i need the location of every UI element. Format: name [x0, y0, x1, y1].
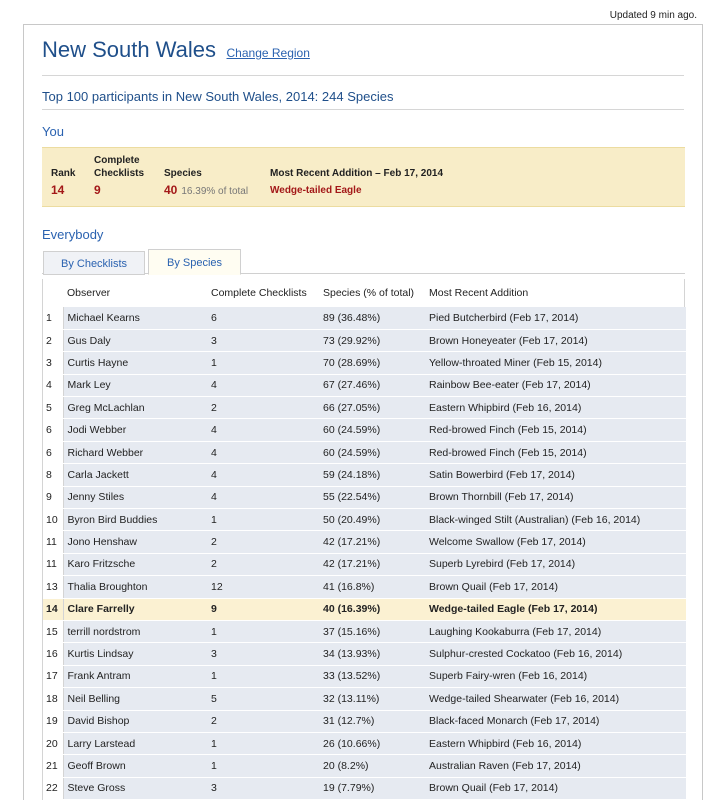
species-cell: 42 (17.21%)	[319, 531, 425, 553]
recent-addition-cell: Sulphur-crested Cockatoo (Feb 16, 2014)	[425, 643, 686, 665]
observer-cell: Gus Daly	[63, 329, 206, 351]
leaderboard-table	[43, 279, 686, 800]
checklists-cell: 4	[206, 486, 319, 508]
observer-cell: Larry Larstead	[63, 732, 206, 754]
recent-addition-cell: Eastern Whipbird (Feb 16, 2014)	[425, 397, 686, 419]
recent-addition-cell: Rainbow Bee-eater (Feb 17, 2014)	[425, 374, 686, 396]
observer-cell: David Bishop	[63, 710, 206, 732]
checklists-cell: 9	[206, 598, 319, 620]
recent-addition-cell: Red-browed Finch (Feb 15, 2014)	[425, 419, 686, 441]
rank-column-header	[43, 279, 63, 307]
table-row	[43, 329, 686, 351]
rank-cell: 21	[43, 755, 63, 777]
observer-cell: terrill nordstrom	[63, 620, 206, 642]
table-row	[43, 553, 686, 575]
table-header-row	[43, 279, 686, 307]
observer-column-header: Observer	[67, 287, 111, 299]
observer-cell: Curtis Hayne	[63, 352, 206, 374]
species-cell: 31 (12.7%)	[319, 710, 425, 732]
recent-addition-cell: Brown Quail (Feb 17, 2014)	[425, 576, 686, 598]
observer-cell: Jodi Webber	[63, 419, 206, 441]
recent-addition-cell: Brown Honeyeater (Feb 17, 2014)	[425, 329, 686, 351]
checklists-cell: 2	[206, 710, 319, 732]
recent-addition-label: Most Recent Addition – Feb 17, 2014	[270, 168, 444, 179]
rank-cell: 6	[43, 441, 63, 463]
rank-cell: 8	[43, 464, 63, 486]
leaderboard-table-container	[42, 279, 685, 800]
rank-cell: 13	[43, 576, 63, 598]
checklists-cell: 6	[206, 307, 319, 329]
table-row	[43, 374, 686, 396]
species-value: 40	[164, 183, 178, 197]
recent-column-header: Most Recent Addition	[429, 287, 529, 299]
checklists-cell: 3	[206, 329, 319, 351]
table-row	[43, 732, 686, 754]
divider	[42, 109, 684, 110]
rank-cell: 14	[43, 598, 63, 620]
rank-cell: 6	[43, 419, 63, 441]
species-cell: 37 (15.16%)	[319, 620, 425, 642]
change-region-link[interactable]: Change Region	[226, 46, 310, 60]
rank-cell: 22	[43, 777, 63, 799]
checklists-cell: 2	[206, 531, 319, 553]
rank-cell: 15	[43, 620, 63, 642]
recent-addition-cell: Australian Raven (Feb 17, 2014)	[425, 755, 686, 777]
table-row	[43, 576, 686, 598]
observer-cell: Greg McLachlan	[63, 397, 206, 419]
observer-cell: Kurtis Lindsay	[63, 643, 206, 665]
recent-addition-cell: Brown Quail (Feb 17, 2014)	[425, 777, 686, 799]
species-cell: 89 (36.48%)	[319, 307, 425, 329]
recent-addition-cell: Superb Lyrebird (Feb 17, 2014)	[425, 553, 686, 575]
observer-cell: Frank Antram	[63, 665, 206, 687]
table-row	[43, 307, 686, 329]
species-percent: 16.39% of total	[181, 186, 249, 197]
table-row	[43, 777, 686, 799]
rank-cell: 4	[43, 374, 63, 396]
recent-addition-cell: Superb Fairy-wren (Feb 16, 2014)	[425, 665, 686, 687]
species-cell: 34 (13.93%)	[319, 643, 425, 665]
recent-addition-cell: Pied Butcherbird (Feb 17, 2014)	[425, 307, 686, 329]
checklists-cell: 3	[206, 643, 319, 665]
table-row	[43, 710, 686, 732]
species-cell: 70 (28.69%)	[319, 352, 425, 374]
rank-cell: 2	[43, 329, 63, 351]
tab-by-checklists[interactable]: By Checklists	[43, 251, 145, 275]
observer-cell: Karo Fritzsche	[63, 553, 206, 575]
leaderboard-subtitle: Top 100 participants in New South Wales, 2014: 244 Species	[42, 89, 394, 104]
rank-cell: 17	[43, 665, 63, 687]
species-cell: 73 (29.92%)	[319, 329, 425, 351]
recent-addition-cell: Welcome Swallow (Feb 17, 2014)	[425, 531, 686, 553]
observer-cell: Steve Gross	[63, 777, 206, 799]
everybody-heading: Everybody	[42, 227, 104, 242]
checklists-cell: 4	[206, 441, 319, 463]
region-stats-panel	[23, 24, 703, 800]
species-column-header: Species (% of total)	[323, 287, 415, 299]
rank-cell: 1	[43, 307, 63, 329]
recent-addition-cell: Yellow-throated Miner (Feb 15, 2014)	[425, 352, 686, 374]
checklists-cell: 2	[206, 553, 319, 575]
table-row	[43, 441, 686, 463]
rank-cell: 20	[43, 732, 63, 754]
species-cell: 33 (13.52%)	[319, 665, 425, 687]
rank-cell: 11	[43, 531, 63, 553]
species-cell: 50 (20.49%)	[319, 509, 425, 531]
rank-label: Rank	[51, 168, 76, 179]
table-row	[43, 397, 686, 419]
observer-cell: Mark Ley	[63, 374, 206, 396]
recent-addition-cell: Laughing Kookaburra (Feb 17, 2014)	[425, 620, 686, 642]
checklists-cell: 5	[206, 688, 319, 710]
table-row	[43, 352, 686, 374]
divider	[42, 75, 684, 76]
observer-cell: Neil Belling	[63, 688, 206, 710]
rank-cell: 9	[43, 486, 63, 508]
rank-cell: 18	[43, 688, 63, 710]
table-row	[43, 598, 686, 620]
checklists-cell: 1	[206, 352, 319, 374]
you-summary-box	[42, 147, 685, 207]
species-cell: 40 (16.39%)	[319, 598, 425, 620]
species-cell: 41 (16.8%)	[319, 576, 425, 598]
observer-cell: Jono Henshaw	[63, 531, 206, 553]
table-row	[43, 531, 686, 553]
checklists-cell: 12	[206, 576, 319, 598]
species-cell: 32 (13.11%)	[319, 688, 425, 710]
observer-cell: Geoff Brown	[63, 755, 206, 777]
observer-cell: Clare Farrelly	[63, 598, 206, 620]
checklists-cell: 2	[206, 397, 319, 419]
checklists-cell: 4	[206, 419, 319, 441]
observer-cell: Carla Jackett	[63, 464, 206, 486]
rank-cell: 3	[43, 352, 63, 374]
checklists-cell: 1	[206, 509, 319, 531]
rank-value: 14	[51, 183, 65, 197]
observer-cell: Jenny Stiles	[63, 486, 206, 508]
you-heading: You	[42, 124, 64, 139]
rank-cell: 5	[43, 397, 63, 419]
species-cell: 20 (8.2%)	[319, 755, 425, 777]
checklists-cell: 4	[206, 374, 319, 396]
checklists-cell: 3	[206, 777, 319, 799]
recent-addition-cell: Brown Thornbill (Feb 17, 2014)	[425, 486, 686, 508]
recent-addition-cell: Wedge-tailed Eagle (Feb 17, 2014)	[425, 598, 686, 620]
table-row	[43, 486, 686, 508]
species-cell: 26 (10.66%)	[319, 732, 425, 754]
rank-cell: 10	[43, 509, 63, 531]
species-cell: 60 (24.59%)	[319, 441, 425, 463]
species-cell: 55 (22.54%)	[319, 486, 425, 508]
table-row	[43, 464, 686, 486]
species-value-wrap	[164, 183, 248, 197]
checklists-label-line2: Checklists	[94, 168, 145, 179]
table-row	[43, 419, 686, 441]
checklists-cell: 1	[206, 732, 319, 754]
rank-cell: 16	[43, 643, 63, 665]
recent-addition-cell: Black-winged Stilt (Australian) (Feb 16, 2014)	[425, 509, 686, 531]
checklists-cell: 1	[206, 755, 319, 777]
checklists-column-header: Complete Checklists	[211, 287, 307, 299]
table-row	[43, 509, 686, 531]
recent-addition-cell: Eastern Whipbird (Feb 16, 2014)	[425, 732, 686, 754]
species-cell: 19 (7.79%)	[319, 777, 425, 799]
recent-addition-cell: Black-faced Monarch (Feb 17, 2014)	[425, 710, 686, 732]
checklists-cell: 1	[206, 665, 319, 687]
species-cell: 60 (24.59%)	[319, 419, 425, 441]
checklists-cell: 4	[206, 464, 319, 486]
recent-addition-cell: Red-browed Finch (Feb 15, 2014)	[425, 441, 686, 463]
checklists-value: 9	[94, 183, 101, 197]
region-title: New South Wales	[42, 37, 217, 62]
species-label: Species	[164, 168, 202, 179]
table-row	[43, 620, 686, 642]
recent-addition-cell: Satin Bowerbird (Feb 17, 2014)	[425, 464, 686, 486]
table-row	[43, 643, 686, 665]
recent-addition-value: Wedge-tailed Eagle	[270, 185, 362, 196]
species-cell: 42 (17.21%)	[319, 553, 425, 575]
checklists-cell: 1	[206, 620, 319, 642]
observer-cell: Michael Kearns	[63, 307, 206, 329]
updated-timestamp: Updated 9 min ago.	[609, 10, 697, 21]
species-cell: 59 (24.18%)	[319, 464, 425, 486]
checklists-label-line1: Complete	[94, 155, 140, 166]
rank-cell: 11	[43, 553, 63, 575]
recent-addition-cell: Wedge-tailed Shearwater (Feb 16, 2014)	[425, 688, 686, 710]
tab-by-species[interactable]: By Species	[148, 249, 241, 275]
table-row	[43, 755, 686, 777]
observer-cell: Richard Webber	[63, 441, 206, 463]
observer-cell: Byron Bird Buddies	[63, 509, 206, 531]
region-header	[42, 37, 310, 63]
rank-cell: 19	[43, 710, 63, 732]
species-cell: 67 (27.46%)	[319, 374, 425, 396]
table-row	[43, 688, 686, 710]
observer-cell: Thalia Broughton	[63, 576, 206, 598]
species-cell: 66 (27.05%)	[319, 397, 425, 419]
table-row	[43, 665, 686, 687]
ranking-tabs	[42, 249, 685, 274]
